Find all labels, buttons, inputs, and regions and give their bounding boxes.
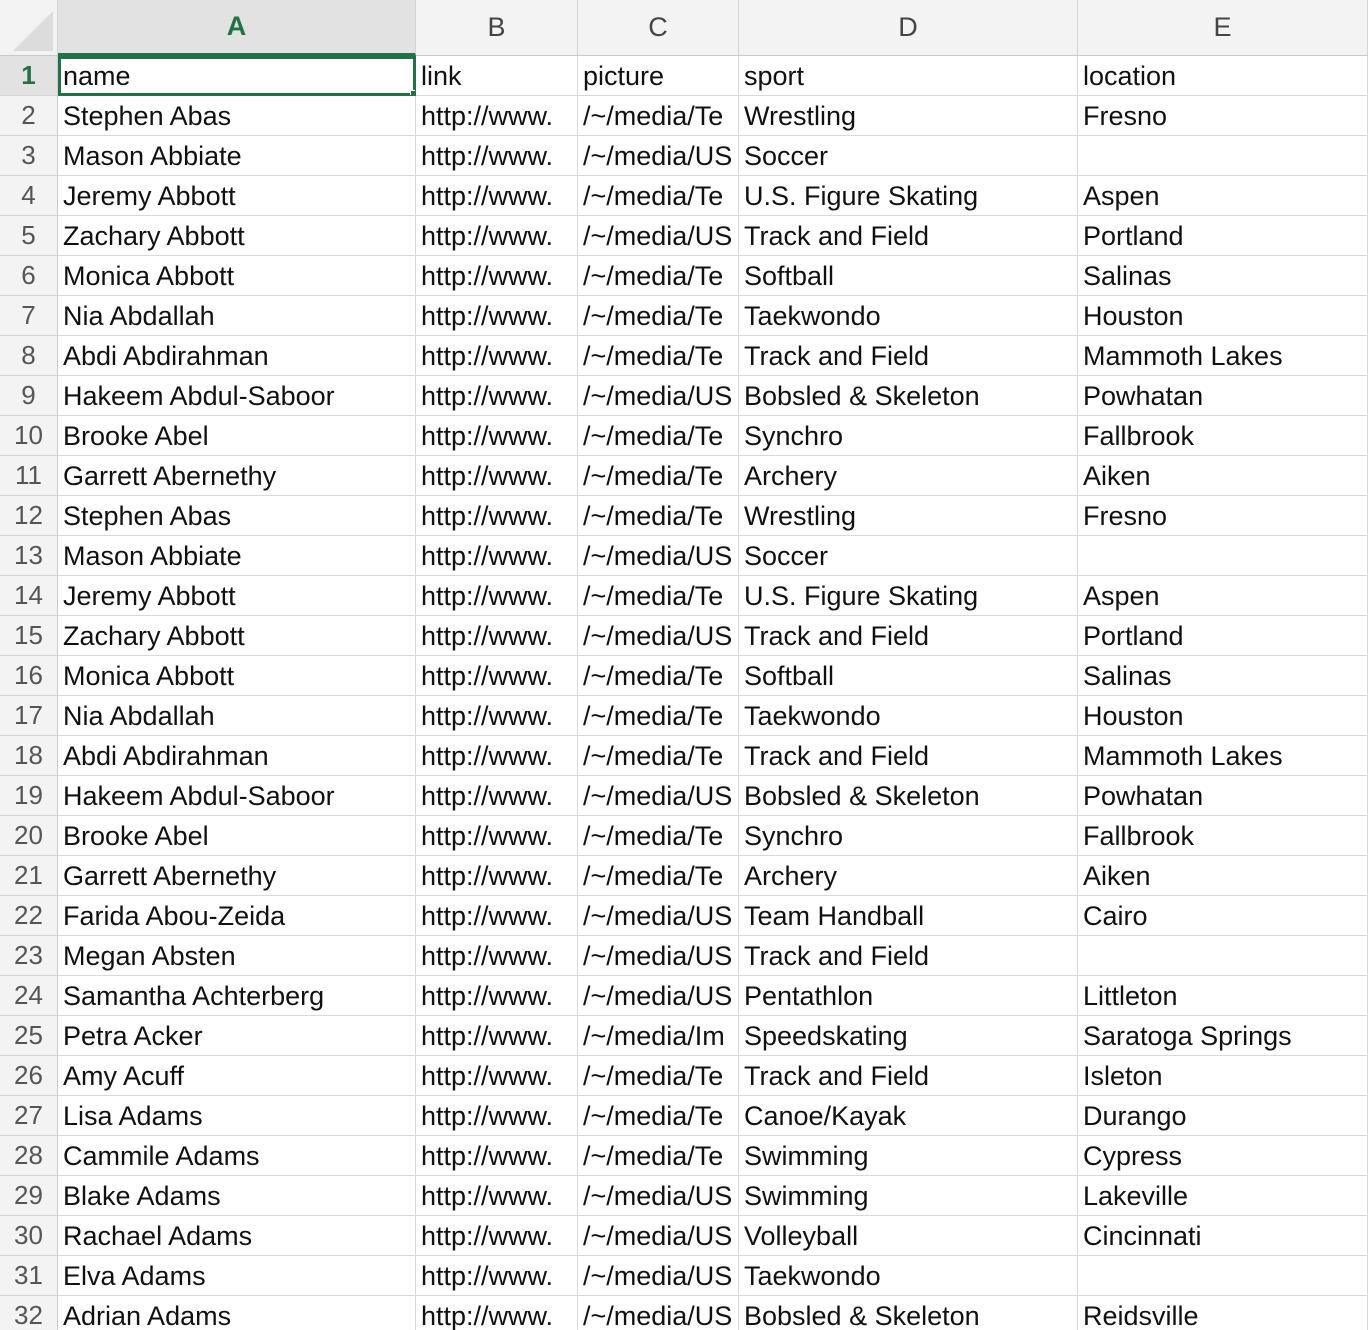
table-row: [0, 176, 1368, 216]
cell[interactable]: http://www.: [416, 1216, 578, 1256]
cell[interactable]: http://www.: [416, 336, 578, 376]
cell[interactable]: http://www.: [416, 376, 578, 416]
column-header-c[interactable]: C: [578, 0, 739, 56]
cell[interactable]: Archery: [739, 856, 1078, 896]
cell[interactable]: http://www.: [416, 1296, 578, 1330]
cell[interactable]: Cypress: [1078, 1136, 1368, 1176]
cell[interactable]: Aspen: [1078, 176, 1368, 216]
cell[interactable]: Softball: [739, 256, 1078, 296]
table-row: [0, 816, 1368, 856]
cell[interactable]: Abdi Abdirahman: [58, 736, 416, 776]
cell[interactable]: http://www.: [416, 96, 578, 136]
cell[interactable]: Hakeem Abdul-Saboor: [58, 776, 416, 816]
cell[interactable]: /~/media/Te: [578, 1096, 739, 1136]
cell[interactable]: http://www.: [416, 816, 578, 856]
cell[interactable]: /~/media/Te: [578, 656, 739, 696]
row-header[interactable]: 9: [0, 376, 58, 416]
cell[interactable]: http://www.: [416, 1056, 578, 1096]
cell[interactable]: Cairo: [1078, 896, 1368, 936]
cell[interactable]: Volleyball: [739, 1216, 1078, 1256]
cell[interactable]: Saratoga Springs: [1078, 1016, 1368, 1056]
cell[interactable]: Track and Field: [739, 216, 1078, 256]
cell[interactable]: Garrett Abernethy: [58, 456, 416, 496]
cell[interactable]: http://www.: [416, 1016, 578, 1056]
cell[interactable]: Stephen Abas: [58, 496, 416, 536]
cell[interactable]: /~/media/US: [578, 376, 739, 416]
row-header[interactable]: 17: [0, 696, 58, 736]
cell[interactable]: /~/media/Te: [578, 496, 739, 536]
cell[interactable]: /~/media/US: [578, 976, 739, 1016]
table-row: [0, 336, 1368, 376]
cell[interactable]: Aiken: [1078, 456, 1368, 496]
cell[interactable]: http://www.: [416, 1256, 578, 1296]
cell[interactable]: Powhatan: [1078, 376, 1368, 416]
cell[interactable]: http://www.: [416, 936, 578, 976]
table-row: [0, 1256, 1368, 1296]
cell[interactable]: /~/media/Te: [578, 1056, 739, 1096]
cell[interactable]: Taekwondo: [739, 296, 1078, 336]
column-header-a[interactable]: A: [58, 0, 416, 56]
cell[interactable]: Lakeville: [1078, 1176, 1368, 1216]
cell[interactable]: Track and Field: [739, 1056, 1078, 1096]
table-row: [0, 1216, 1368, 1256]
cell[interactable]: /~/media/Te: [578, 816, 739, 856]
cell[interactable]: Track and Field: [739, 336, 1078, 376]
cell[interactable]: picture: [578, 56, 739, 96]
cell[interactable]: Samantha Achterberg: [58, 976, 416, 1016]
cell[interactable]: /~/media/Te: [578, 336, 739, 376]
cell[interactable]: /~/media/US: [578, 896, 739, 936]
cell[interactable]: http://www.: [416, 616, 578, 656]
cell[interactable]: [1078, 136, 1368, 176]
selected-cell[interactable]: name: [58, 56, 416, 96]
cell[interactable]: Salinas: [1078, 256, 1368, 296]
cell[interactable]: http://www.: [416, 696, 578, 736]
cell[interactable]: Fresno: [1078, 96, 1368, 136]
row-header[interactable]: 1: [0, 56, 58, 96]
cell[interactable]: Brooke Abel: [58, 416, 416, 456]
cell[interactable]: Farida Abou-Zeida: [58, 896, 416, 936]
column-header-b[interactable]: B: [416, 0, 578, 56]
table-row: [0, 656, 1368, 696]
cell[interactable]: Brooke Abel: [58, 816, 416, 856]
cell[interactable]: Wrestling: [739, 496, 1078, 536]
table-row: [0, 936, 1368, 976]
cell[interactable]: Soccer: [739, 536, 1078, 576]
cell[interactable]: location: [1078, 56, 1368, 96]
cell[interactable]: Amy Acuff: [58, 1056, 416, 1096]
cell[interactable]: Mason Abbiate: [58, 136, 416, 176]
cell[interactable]: /~/media/US: [578, 616, 739, 656]
cell[interactable]: /~/media/US: [578, 936, 739, 976]
cell[interactable]: http://www.: [416, 216, 578, 256]
cell[interactable]: Swimming: [739, 1176, 1078, 1216]
cell[interactable]: Cammile Adams: [58, 1136, 416, 1176]
cell[interactable]: Isleton: [1078, 1056, 1368, 1096]
row-header[interactable]: 21: [0, 856, 58, 896]
row-header[interactable]: 25: [0, 1016, 58, 1056]
cell[interactable]: http://www.: [416, 456, 578, 496]
cell[interactable]: http://www.: [416, 1136, 578, 1176]
cell[interactable]: Durango: [1078, 1096, 1368, 1136]
cell[interactable]: http://www.: [416, 256, 578, 296]
cell[interactable]: Canoe/Kayak: [739, 1096, 1078, 1136]
cell[interactable]: /~/media/US: [578, 1216, 739, 1256]
row-header[interactable]: 16: [0, 656, 58, 696]
cell[interactable]: Abdi Abdirahman: [58, 336, 416, 376]
cell[interactable]: /~/media/Im: [578, 1016, 739, 1056]
cell[interactable]: link: [416, 56, 578, 96]
table-row: [0, 1056, 1368, 1096]
cell[interactable]: Monica Abbott: [58, 656, 416, 696]
cell[interactable]: http://www.: [416, 856, 578, 896]
cell[interactable]: U.S. Figure Skating: [739, 176, 1078, 216]
select-all-button[interactable]: [0, 0, 58, 56]
table-row: [0, 616, 1368, 656]
cell[interactable]: Softball: [739, 656, 1078, 696]
row-header[interactable]: 14: [0, 576, 58, 616]
cell[interactable]: /~/media/US: [578, 216, 739, 256]
table-row: [0, 136, 1368, 176]
cell[interactable]: /~/media/US: [578, 1256, 739, 1296]
cell[interactable]: /~/media/Te: [578, 176, 739, 216]
table-row: [0, 1136, 1368, 1176]
cell[interactable]: Aspen: [1078, 576, 1368, 616]
cell[interactable]: /~/media/Te: [578, 416, 739, 456]
table-row: [0, 536, 1368, 576]
table-row: [0, 216, 1368, 256]
row-header[interactable]: 31: [0, 1256, 58, 1296]
cell[interactable]: Bobsled & Skeleton: [739, 376, 1078, 416]
cell[interactable]: /~/media/Te: [578, 296, 739, 336]
table-row: [0, 776, 1368, 816]
cell[interactable]: Garrett Abernethy: [58, 856, 416, 896]
row-header[interactable]: 18: [0, 736, 58, 776]
cell[interactable]: Bobsled & Skeleton: [739, 1296, 1078, 1330]
cell[interactable]: Fallbrook: [1078, 816, 1368, 856]
cell[interactable]: Speedskating: [739, 1016, 1078, 1056]
cell[interactable]: Houston: [1078, 296, 1368, 336]
cell[interactable]: Mammoth Lakes: [1078, 736, 1368, 776]
cell[interactable]: /~/media/Te: [578, 856, 739, 896]
cell[interactable]: Portland: [1078, 216, 1368, 256]
cell[interactable]: Hakeem Abdul-Saboor: [58, 376, 416, 416]
cell[interactable]: Elva Adams: [58, 1256, 416, 1296]
table-row: [0, 736, 1368, 776]
cell[interactable]: Fallbrook: [1078, 416, 1368, 456]
cell[interactable]: http://www.: [416, 416, 578, 456]
table-row: [0, 1096, 1368, 1136]
table-row: [0, 856, 1368, 896]
cell[interactable]: Nia Abdallah: [58, 296, 416, 336]
row-header[interactable]: 15: [0, 616, 58, 656]
table-row: [0, 256, 1368, 296]
row-header[interactable]: 27: [0, 1096, 58, 1136]
table-row: [0, 456, 1368, 496]
row-header[interactable]: 13: [0, 536, 58, 576]
row-header[interactable]: 20: [0, 816, 58, 856]
table-row: [0, 1016, 1368, 1056]
cell[interactable]: /~/media/US: [578, 1176, 739, 1216]
cell[interactable]: http://www.: [416, 1176, 578, 1216]
row-header[interactable]: 10: [0, 416, 58, 456]
cell[interactable]: /~/media/Te: [578, 696, 739, 736]
cell[interactable]: U.S. Figure Skating: [739, 576, 1078, 616]
row-header[interactable]: 32: [0, 1296, 58, 1330]
cell[interactable]: Houston: [1078, 696, 1368, 736]
fill-handle[interactable]: [410, 90, 416, 96]
cell[interactable]: http://www.: [416, 536, 578, 576]
cell[interactable]: http://www.: [416, 576, 578, 616]
cell[interactable]: [1078, 1256, 1368, 1296]
cell[interactable]: Taekwondo: [739, 1256, 1078, 1296]
table-row: [0, 296, 1368, 336]
cell[interactable]: Aiken: [1078, 856, 1368, 896]
cell[interactable]: /~/media/Te: [578, 96, 739, 136]
cell[interactable]: /~/media/Te: [578, 576, 739, 616]
table-row: [0, 1296, 1368, 1330]
cell[interactable]: http://www.: [416, 656, 578, 696]
cell[interactable]: Archery: [739, 456, 1078, 496]
cell[interactable]: http://www.: [416, 176, 578, 216]
cell[interactable]: Portland: [1078, 616, 1368, 656]
table-row: [0, 56, 1368, 96]
cell[interactable]: Bobsled & Skeleton: [739, 776, 1078, 816]
row-header[interactable]: 6: [0, 256, 58, 296]
cell-grid: [0, 56, 1368, 1330]
row-header[interactable]: 28: [0, 1136, 58, 1176]
table-row: [0, 976, 1368, 1016]
row-header[interactable]: 22: [0, 896, 58, 936]
row-header[interactable]: 12: [0, 496, 58, 536]
cell[interactable]: http://www.: [416, 976, 578, 1016]
cell[interactable]: Megan Absten: [58, 936, 416, 976]
cell[interactable]: /~/media/US: [578, 1296, 739, 1330]
cell[interactable]: http://www.: [416, 736, 578, 776]
row-header[interactable]: 7: [0, 296, 58, 336]
cell[interactable]: [1078, 936, 1368, 976]
row-header[interactable]: 3: [0, 136, 58, 176]
row-header[interactable]: 24: [0, 976, 58, 1016]
column-header-d[interactable]: D: [739, 0, 1078, 56]
cell[interactable]: /~/media/Te: [578, 1136, 739, 1176]
cell[interactable]: Reidsville: [1078, 1296, 1368, 1330]
cell[interactable]: Mason Abbiate: [58, 536, 416, 576]
cell[interactable]: Blake Adams: [58, 1176, 416, 1216]
cell[interactable]: Jeremy Abbott: [58, 176, 416, 216]
cell[interactable]: http://www.: [416, 896, 578, 936]
cell[interactable]: Petra Acker: [58, 1016, 416, 1056]
cell[interactable]: http://www.: [416, 496, 578, 536]
cell[interactable]: http://www.: [416, 136, 578, 176]
cell[interactable]: Fresno: [1078, 496, 1368, 536]
row-header[interactable]: 11: [0, 456, 58, 496]
row-header[interactable]: 8: [0, 336, 58, 376]
table-row: [0, 576, 1368, 616]
cell[interactable]: http://www.: [416, 1096, 578, 1136]
cell[interactable]: Track and Field: [739, 936, 1078, 976]
table-row: [0, 1176, 1368, 1216]
row-header[interactable]: 19: [0, 776, 58, 816]
cell[interactable]: Mammoth Lakes: [1078, 336, 1368, 376]
cell[interactable]: /~/media/Te: [578, 456, 739, 496]
table-row: [0, 376, 1368, 416]
cell[interactable]: Rachael Adams: [58, 1216, 416, 1256]
cell[interactable]: sport: [739, 56, 1078, 96]
row-header[interactable]: 29: [0, 1176, 58, 1216]
cell[interactable]: Team Handball: [739, 896, 1078, 936]
cell[interactable]: Nia Abdallah: [58, 696, 416, 736]
row-header[interactable]: 2: [0, 96, 58, 136]
table-row: [0, 696, 1368, 736]
cell[interactable]: Zachary Abbott: [58, 616, 416, 656]
cell[interactable]: Synchro: [739, 416, 1078, 456]
select-all-triangle-icon: [13, 11, 53, 51]
cell[interactable]: Stephen Abas: [58, 96, 416, 136]
cell[interactable]: Jeremy Abbott: [58, 576, 416, 616]
cell[interactable]: Powhatan: [1078, 776, 1368, 816]
cell[interactable]: Wrestling: [739, 96, 1078, 136]
table-row: [0, 496, 1368, 536]
cell[interactable]: Taekwondo: [739, 696, 1078, 736]
column-header-e[interactable]: E: [1078, 0, 1368, 56]
table-row: [0, 416, 1368, 456]
cell[interactable]: /~/media/US: [578, 536, 739, 576]
cell[interactable]: Swimming: [739, 1136, 1078, 1176]
table-row: [0, 96, 1368, 136]
column-header-row: [0, 0, 1368, 56]
cell[interactable]: Lisa Adams: [58, 1096, 416, 1136]
row-header[interactable]: 26: [0, 1056, 58, 1096]
cell[interactable]: Soccer: [739, 136, 1078, 176]
cell[interactable]: Adrian Adams: [58, 1296, 416, 1330]
cell[interactable]: /~/media/Te: [578, 256, 739, 296]
cell[interactable]: Track and Field: [739, 736, 1078, 776]
cell[interactable]: Pentathlon: [739, 976, 1078, 1016]
cell[interactable]: /~/media/US: [578, 776, 739, 816]
cell[interactable]: http://www.: [416, 296, 578, 336]
row-header[interactable]: 5: [0, 216, 58, 256]
cell[interactable]: Salinas: [1078, 656, 1368, 696]
row-header[interactable]: 30: [0, 1216, 58, 1256]
cell[interactable]: Synchro: [739, 816, 1078, 856]
cell[interactable]: Littleton: [1078, 976, 1368, 1016]
cell[interactable]: /~/media/Te: [578, 736, 739, 776]
table-row: [0, 896, 1368, 936]
cell[interactable]: Cincinnati: [1078, 1216, 1368, 1256]
cell[interactable]: http://www.: [416, 776, 578, 816]
cell[interactable]: [1078, 536, 1368, 576]
cell[interactable]: Monica Abbott: [58, 256, 416, 296]
row-header[interactable]: 23: [0, 936, 58, 976]
row-header[interactable]: 4: [0, 176, 58, 216]
cell[interactable]: Zachary Abbott: [58, 216, 416, 256]
cell[interactable]: Track and Field: [739, 616, 1078, 656]
cell[interactable]: /~/media/US: [578, 136, 739, 176]
